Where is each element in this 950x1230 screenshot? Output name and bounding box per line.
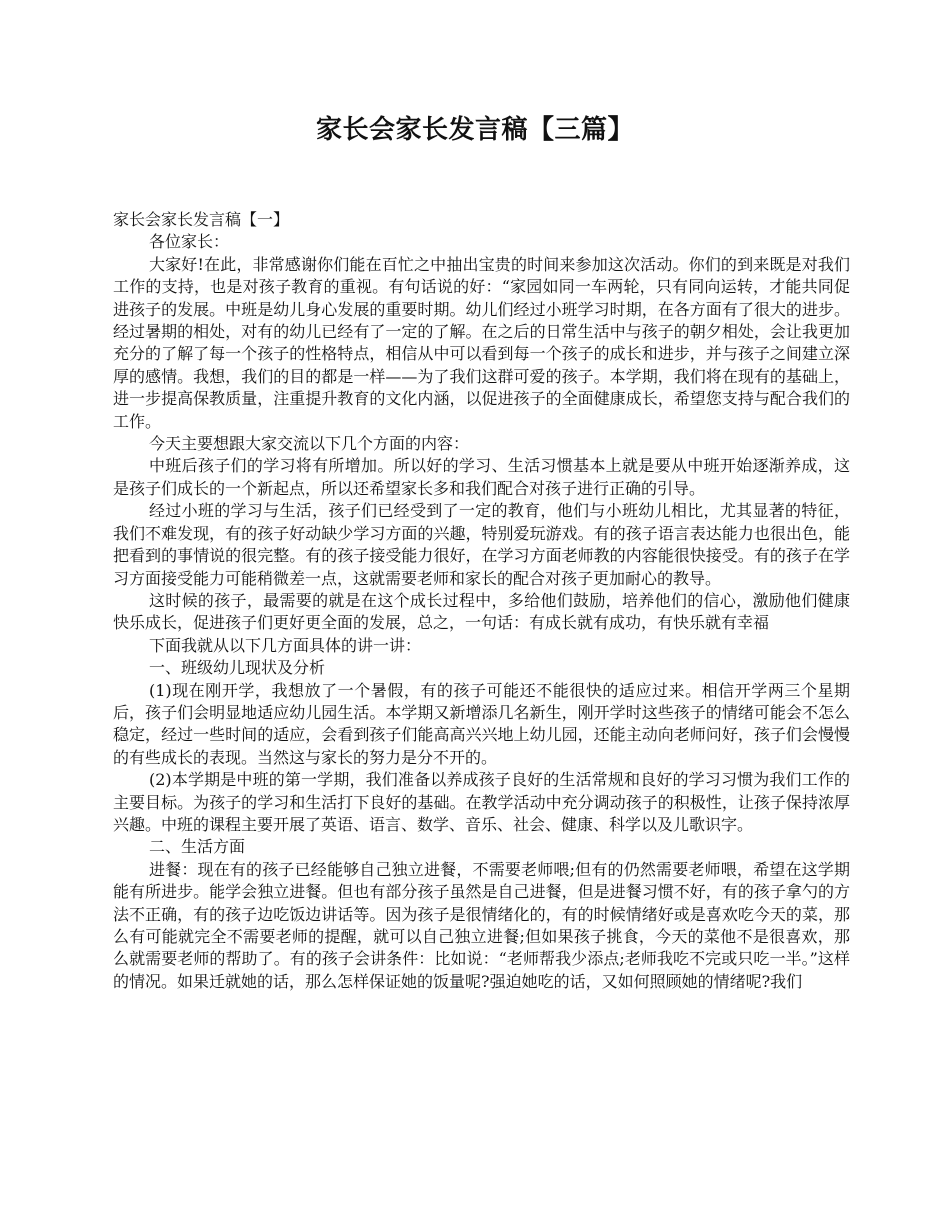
paragraph: 大家好!在此，非常感谢你们能在百忙之中抽出宝贵的时间来参加这次活动。你们的到来既是对我们工作的支持，也是对孩子教育的重视。有句话说的好：“家园如同一车两轮，只有同向运转，才能共同促进孩子的发展。中班是幼儿身心发展的重要时期。幼儿们经过小班学习时期，在各方面有了很大的进步。经过暑期的相处，对有的幼儿已经有了一定的了解。在之后的日常生活中与孩子的朝夕相处，会让我更加充分的了解了每一个孩子的性格特点，相信从中可以看到每一个孩子的成长和进步，并与孩子之间建立深厚的感情。我想，我们的目的都是一样——为了我们这群可爱的孩子。本学期，我们将在现有的基础上，进一步提高保教质量，注重提升教育的文化内涵，以促进孩子的全面健康成长，希望您支持与配合我们的工作。	[113, 254, 850, 431]
paragraph: 今天主要想跟大家交流以下几个方面的内容：	[149, 434, 470, 454]
salutation: 各位家长：	[149, 232, 230, 252]
document-title: 家长会家长发言稿【三篇】	[315, 115, 634, 145]
paragraph: 进餐：现在有的孩子已经能够自己独立进餐，不需要老师喂;但有的仍然需要老师喂，希望在这学期能有所进步。能学会独立进餐。但也有部分孩子虽然是自己进餐，但是进餐习惯不好，有的孩子拿勺的方法不正确，有的孩子边吃饭边讲话等。因为孩子是很情绪化的，有的时候情绪好或是喜欢吃今天的菜，那么有可能就完全不需要老师的提醒，就可以自己独立进餐;但如果孩子挑食，今天的菜他不是很喜欢，那么就需要老师的帮助了。有的孩子会讲条件：比如说：“老师帮我少添点;老师我吃不完或只吃一半。”这样的情况。如果迁就她的话，那么怎样保证她的饭量呢?强迫她吃的话，又如何照顾她的情绪呢?我们	[113, 859, 850, 991]
paragraph: 下面我就从以下几方面具体的讲一讲：	[149, 635, 422, 655]
subheading: 二、生活方面	[149, 837, 246, 857]
paragraph: 这时候的孩子，最需要的就是在这个成长过程中，多给他们鼓励，培养他们的信心，激励他们健康快乐成长，促进孩子们更好更全面的发展，总之，一句话：有成长就有成功，有快乐就有幸福	[113, 590, 850, 633]
document-body	[113, 209, 850, 993]
paragraph: (2)本学期是中班的第一学期，我们准备以养成孩子良好的生活常规和良好的学习习惯为我们工作的主要目标。为孩子的学习和生活打下良好的基础。在教学活动中充分调动孩子的积极性，让孩子保持浓厚兴趣。中班的课程主要开展了英语、语言、数学、音乐、社会、健康、科学以及儿歌识字。	[113, 770, 850, 834]
paragraph: 经过小班的学习与生活，孩子们已经受到了一定的教育，他们与小班幼儿相比，尤其显著的特征，我们不难发现，有的孩子好动缺少学习方面的兴趣，特别爱玩游戏。有的孩子语言表达能力也很出色，能把看到的事情说的很完整。有的孩子接受能力很好，在学习方面老师教的内容能很快接受。有的孩子在学习方面接受能力可能稍微差一点，这就需要老师和家长的配合对孩子更加耐心的教导。	[113, 501, 850, 588]
subheading: 一、班级幼儿现状及分析	[149, 658, 326, 678]
paragraph: 中班后孩子们的学习将有所增加。所以好的学习、生活习惯基本上就是要从中班开始逐渐养成，这是孩子们成长的一个新起点，所以还希望家长多和我们配合对孩子进行正确的引导。	[113, 456, 850, 498]
paragraph: (1)现在刚开学，我想放了一个暑假，有的孩子可能还不能很快的适应过来。相信开学两三个星期后，孩子们会明显地适应幼儿园生活。本学期又新增添几名新生，刚开学时这些孩子的情绪可能会不怎么稳定，经过一些时间的适应，会看到孩子们能高高兴兴地上幼儿园，还能主动向老师问好，孩子们会慢慢的有些成长的表现。当然这与家长的努力是分不开的。	[113, 680, 850, 767]
section-heading: 家长会家长发言稿【一】	[113, 210, 290, 229]
